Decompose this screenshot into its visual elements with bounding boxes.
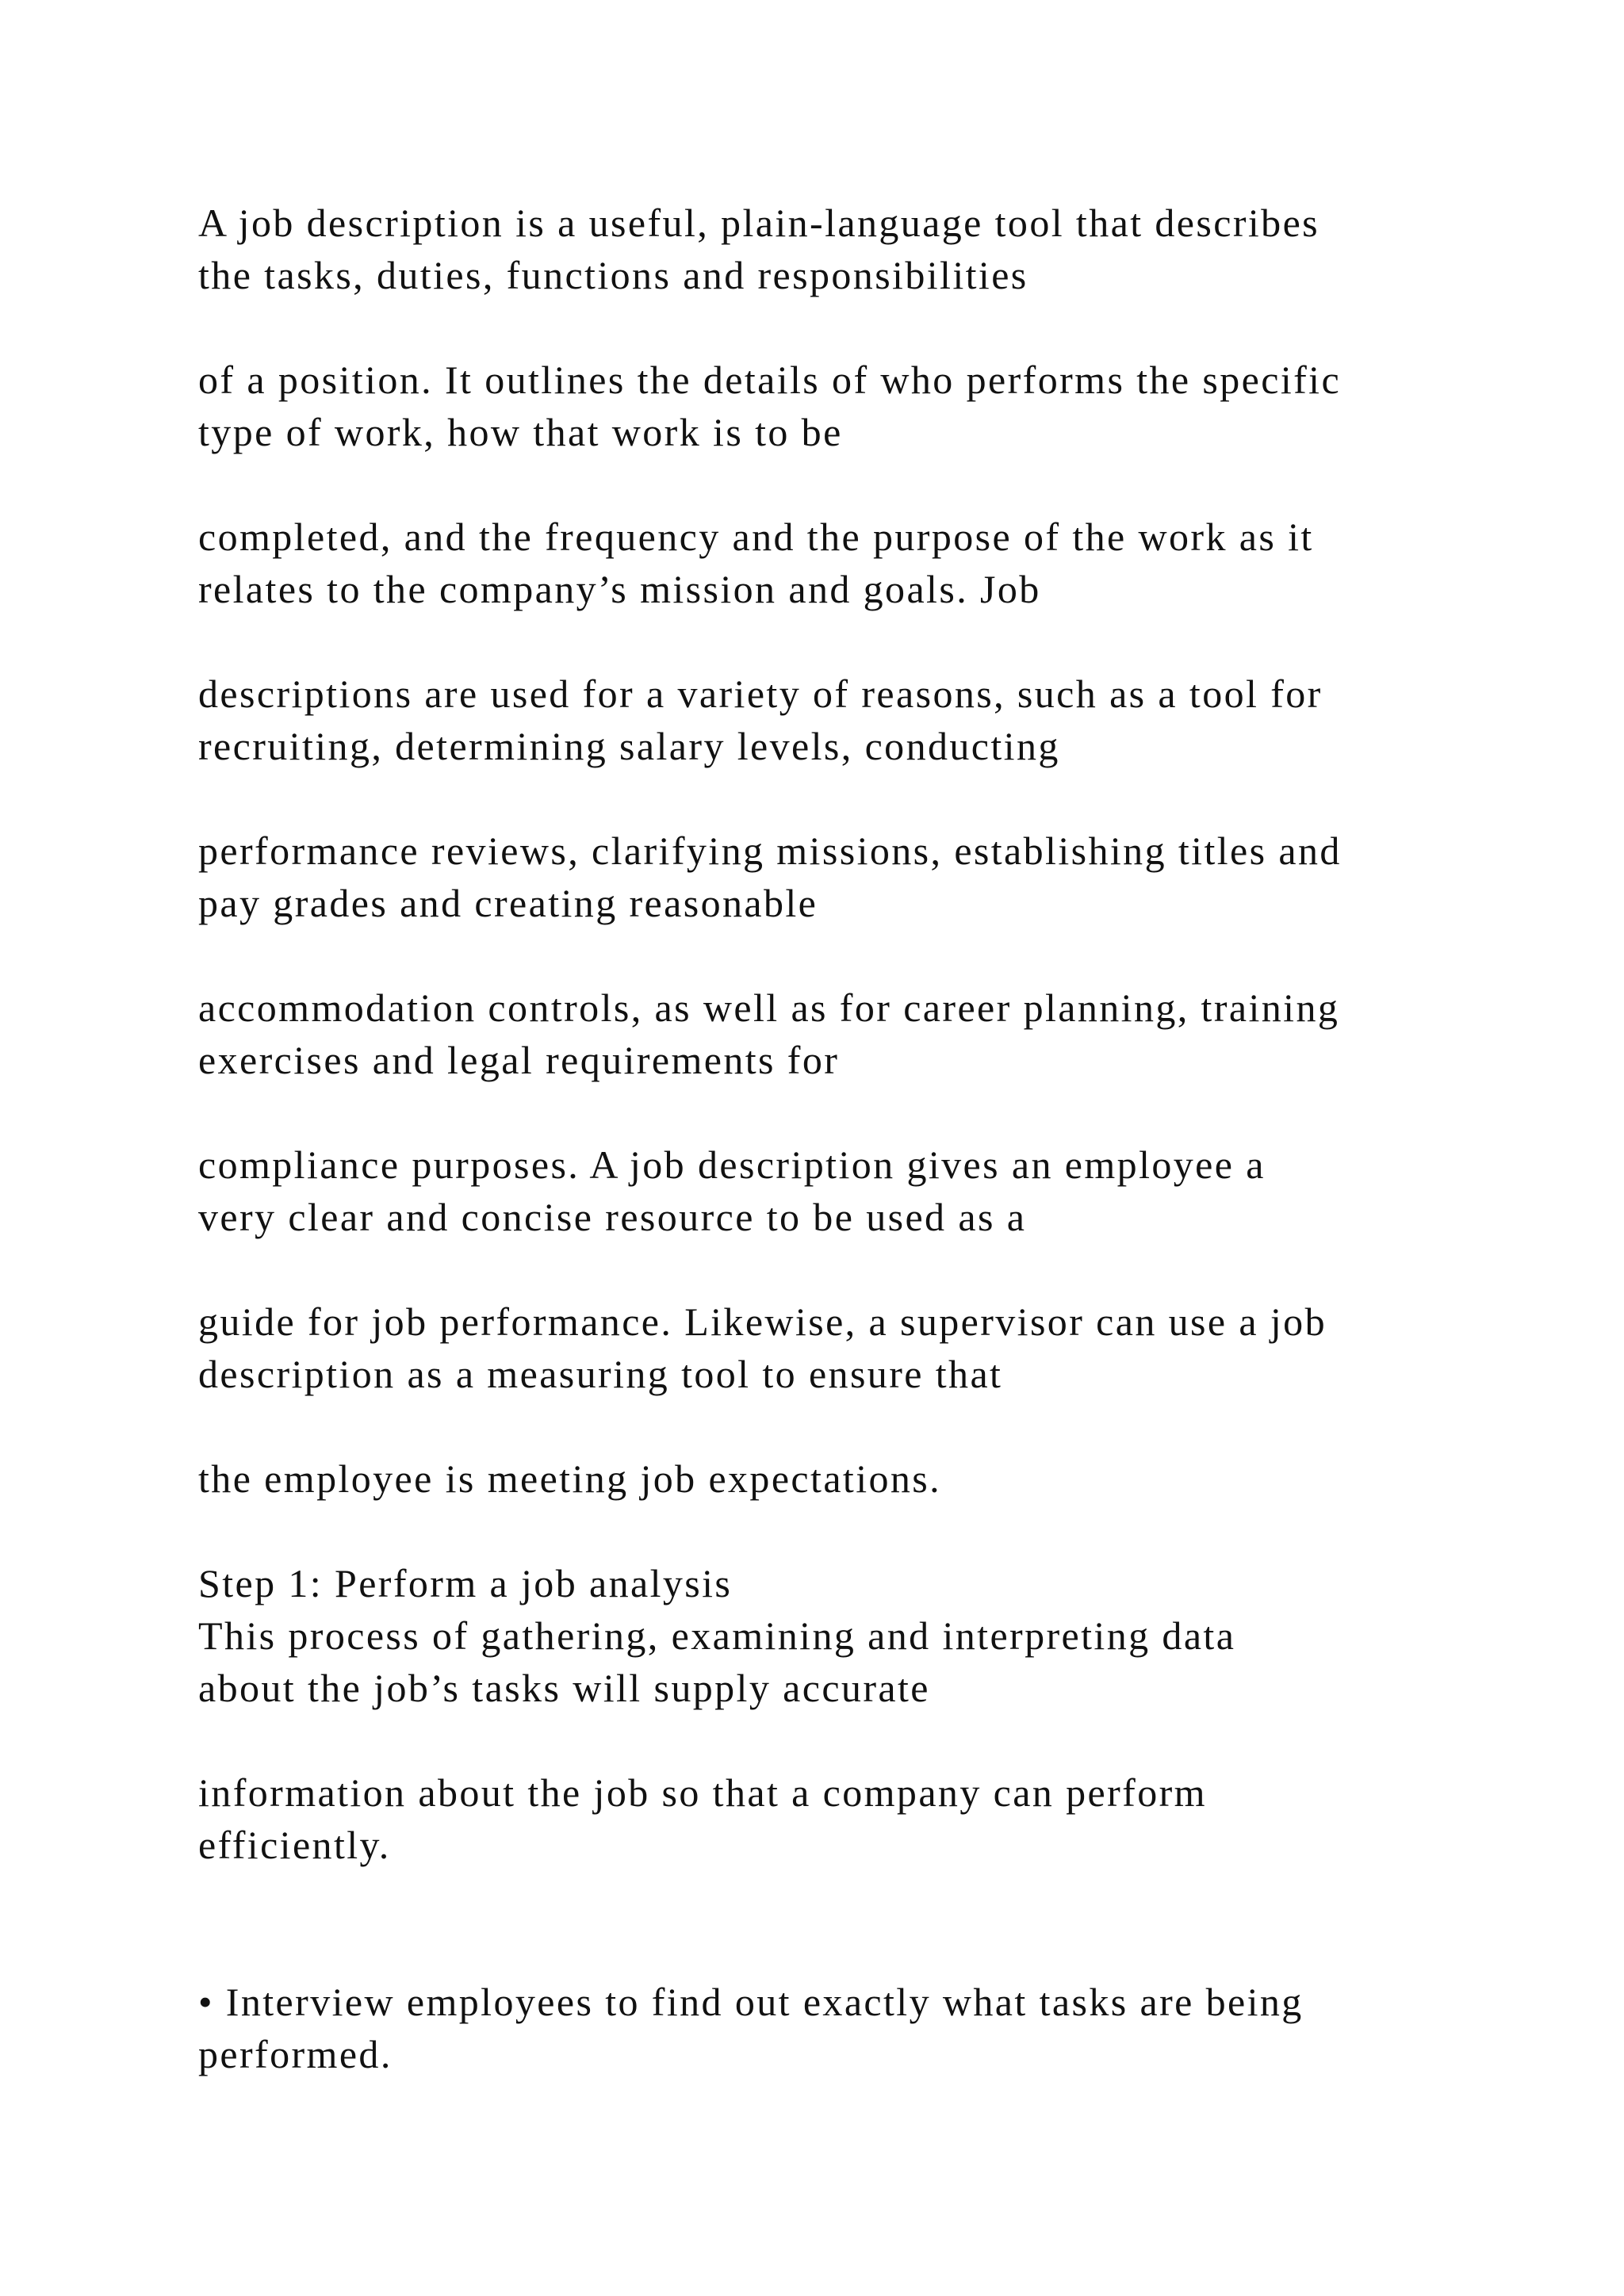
paragraph-step-1-job-analysis (198, 1557, 1507, 1714)
paragraph-description-uses (198, 668, 1507, 772)
paragraph-accommodation-controls (198, 982, 1507, 1086)
text-line: completed, and the frequency and the purpose of the work as it (198, 515, 1314, 559)
text-line: the employee is meeting job expectations. (198, 1456, 942, 1501)
text-line: about the job’s tasks will supply accurate (198, 1666, 930, 1710)
text-line: pay grades and creating reasonable (198, 881, 818, 925)
text-line: recruiting, determining salary levels, conducting (198, 724, 1060, 768)
text-line: compliance purposes. A job description gives an employee a (198, 1142, 1266, 1187)
text-line: very clear and concise resource to be used as a (198, 1195, 1027, 1239)
bullet-interview-employees (198, 1976, 1507, 2080)
text-line: of a position. It outlines the details of who performs the specific (198, 358, 1342, 402)
text-line: descriptions are used for a variety of reasons, such as a tool for (198, 672, 1323, 716)
paragraph-accurate-information (198, 1766, 1507, 1871)
text-line: performed. (198, 2032, 393, 2076)
paragraph-performance-reviews (198, 825, 1507, 929)
paragraph-job-expectations (198, 1452, 1507, 1505)
text-line: performance reviews, clarifying missions, establishing titles and (198, 828, 1342, 873)
text-line: accommodation controls, as well as for career planning, training (198, 985, 1340, 1030)
text-line: A job description is a useful, plain-language tool that describes (198, 201, 1320, 245)
text-line: type of work, how that work is to be (198, 410, 843, 454)
text-line: efficiently. (198, 1823, 391, 1867)
paragraph-job-performance-guide (198, 1295, 1507, 1400)
text-line: exercises and legal requirements for (198, 1038, 840, 1082)
paragraph-compliance-purposes (198, 1138, 1507, 1243)
paragraph-position-details (198, 354, 1507, 458)
text-line: information about the job so that a company can perform (198, 1770, 1207, 1815)
paragraph-work-completion (198, 511, 1507, 615)
step-heading: Step 1: Perform a job analysis (198, 1561, 733, 1605)
text-line: relates to the company’s mission and goals. Job (198, 567, 1041, 611)
text-line: guide for job performance. Likewise, a supervisor can use a job (198, 1299, 1327, 1344)
text-line: description as a measuring tool to ensure that (198, 1352, 1003, 1396)
bullet-line: • Interview employees to find out exactly what tasks are being (198, 1980, 1304, 2024)
text-line: This process of gathering, examining and interpreting data (198, 1613, 1236, 1658)
text-line: the tasks, duties, functions and responsibilities (198, 253, 1028, 297)
paragraph-job-description-intro (198, 197, 1507, 301)
